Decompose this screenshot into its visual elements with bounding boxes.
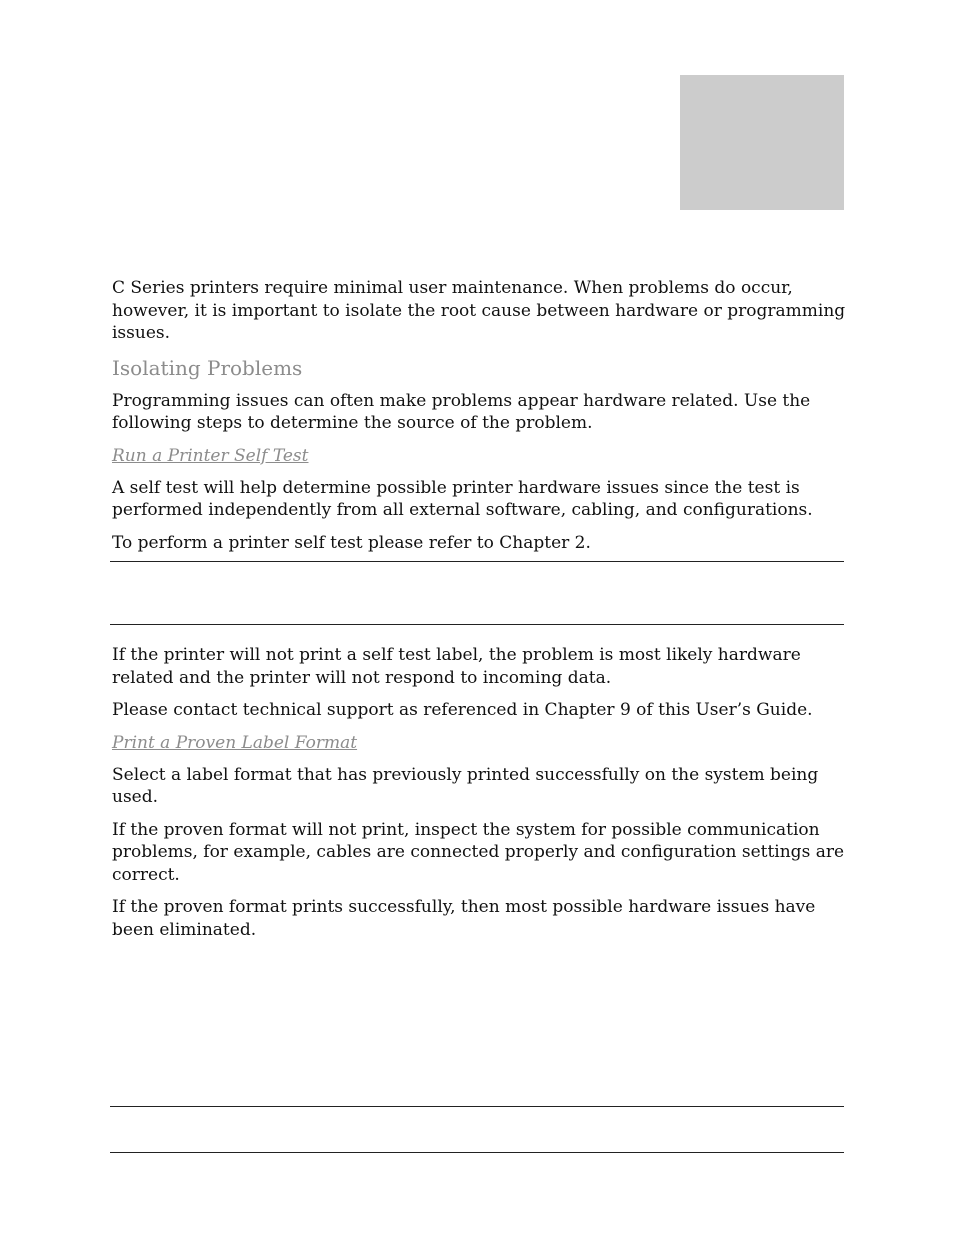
- footer-rule-bottom: [110, 1152, 844, 1153]
- proven-format-link[interactable]: Print a Proven Label Format: [112, 732, 358, 753]
- intro-paragraph: C Series printers require minimal user maintenance. When problems do occur, however, it is important to isolate the root cause between hardware or programming issues.: [112, 278, 846, 343]
- main-content: [112, 277, 852, 554]
- chapter-tab-block: [680, 75, 844, 210]
- footer-rule-top: [110, 1106, 844, 1107]
- section-intro-paragraph: Programming issues can often make problems appear hardware related. Use the following steps to determine the source of the problem.: [112, 390, 811, 433]
- secondary-content: [112, 644, 852, 941]
- proven-format-paragraph-1: Select a label format that has previously printed successfully on the system being used.: [112, 764, 819, 807]
- self-test-paragraph-2: To perform a printer self test please refer to Chapter 2.: [112, 532, 591, 553]
- self-test-paragraph-3: If the printer will not print a self test label, the problem is most likely hardware related and the printer will not respond to incoming data.: [112, 645, 801, 688]
- proven-format-paragraph-3: If the proven format prints successfully, then most possible hardware issues have been eliminated.: [112, 897, 816, 940]
- self-test-paragraph-4: Please contact technical support as referenced in Chapter 9 of this User’s Guide.: [112, 700, 813, 720]
- self-test-paragraph-1: A self test will help determine possible printer hardware issues since the test is performed independently from all external software, cabling, and configurations.: [112, 477, 813, 520]
- note-rule-bottom: [110, 624, 844, 625]
- self-test-link[interactable]: Run a Printer Self Test: [112, 445, 309, 466]
- proven-format-paragraph-2: If the proven format will not print, inspect the system for possible communication problems, for example, cables are connected properly and configuration settings are correct.: [112, 819, 845, 885]
- section-heading-isolating-problems: Isolating Problems: [112, 355, 303, 380]
- note-rule-top: [110, 561, 844, 562]
